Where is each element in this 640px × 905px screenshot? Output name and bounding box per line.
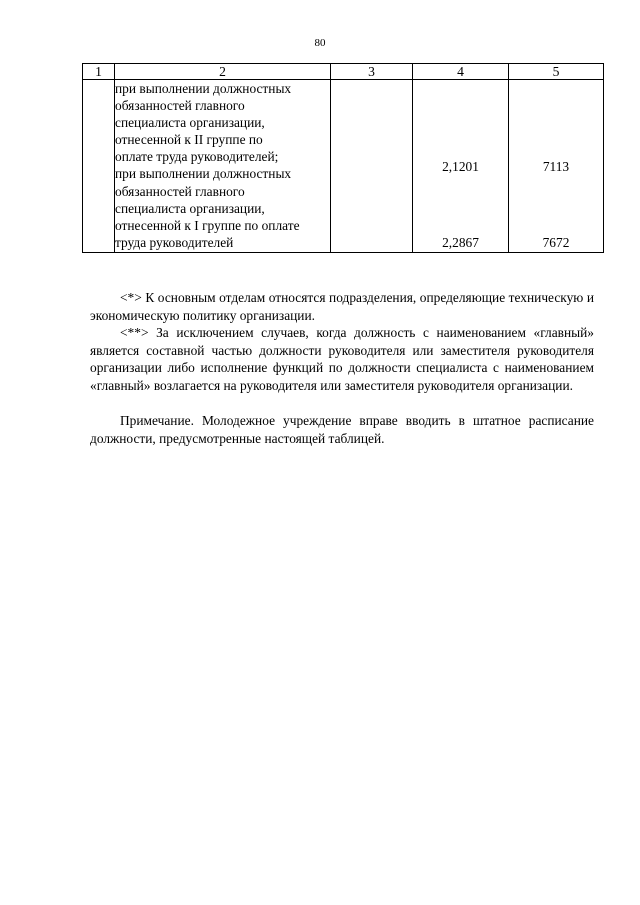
salary-group-2: 7113 bbox=[542, 159, 570, 174]
coefficient-cell bbox=[413, 80, 509, 253]
column-header-5: 5 bbox=[509, 64, 604, 80]
description-line: обязанностей главного bbox=[115, 98, 245, 114]
description-line: труда руководителей bbox=[115, 234, 234, 250]
description-line: отнесенной к I группе по оплате bbox=[115, 217, 300, 233]
description-line: при выполнении должностных bbox=[115, 166, 292, 182]
coefficient-group-2: 2,1201 bbox=[442, 159, 479, 174]
column-header-4: 4 bbox=[413, 64, 509, 80]
description-line: специалиста организации, bbox=[115, 200, 265, 216]
description-line: при выполнении должностных bbox=[115, 81, 292, 96]
column-header-2: 2 bbox=[115, 64, 331, 80]
description-line: оплате труда руководителей; bbox=[115, 149, 279, 165]
salary-table bbox=[82, 63, 604, 253]
description-line: специалиста организации, bbox=[115, 115, 265, 131]
footnote-chief-exception: <**> За исключением случаев, когда должность с наименованием «главный» является составной частью должности руководителя или заместителя руководителя организации либо исполнение функций по должности специалиста с наименованием «главный» возлагается на руководителя или заместителя руководителя организации. bbox=[90, 325, 594, 393]
salary-group-1: 7672 bbox=[542, 235, 570, 250]
salary-cell bbox=[509, 80, 604, 253]
cell-col3 bbox=[331, 80, 413, 253]
coefficient-group-1: 2,2867 bbox=[442, 235, 479, 250]
footnote-main-departments: <*> К основным отделам относятся подразделения, определяющие техническую и экономическую политику организации. bbox=[90, 290, 594, 323]
remark-note: Примечание. Молодежное учреждение вправе вводить в штатное расписание должности, предусмотренные настоящей таблицей. bbox=[90, 413, 594, 446]
column-header-3: 3 bbox=[331, 64, 413, 80]
description-line: обязанностей главного bbox=[115, 183, 245, 199]
table-row bbox=[83, 80, 604, 253]
notes-section bbox=[90, 289, 594, 447]
page-number: 80 bbox=[314, 37, 326, 49]
column-header-1: 1 bbox=[83, 64, 115, 80]
cell-col1 bbox=[83, 80, 115, 253]
description-line: отнесенной к II группе по bbox=[115, 132, 263, 148]
table-header-row bbox=[83, 64, 604, 80]
position-description-cell bbox=[115, 80, 331, 253]
